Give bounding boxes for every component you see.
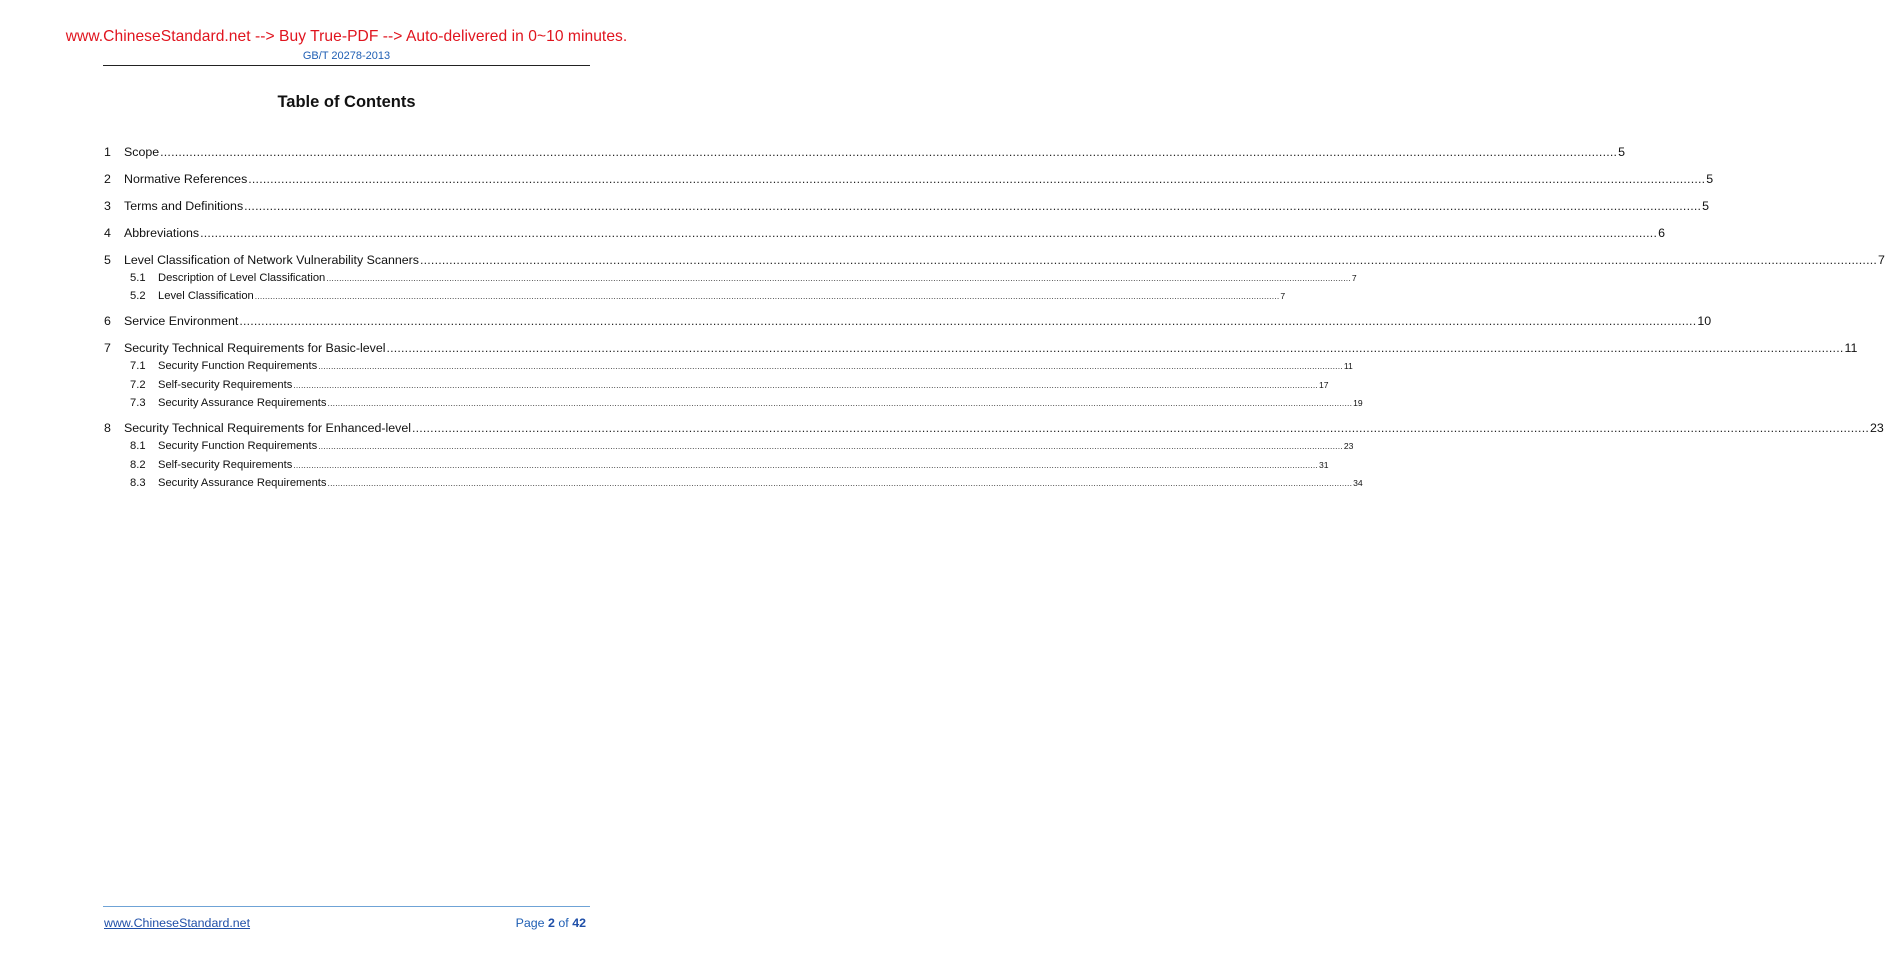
toc-entry-number: 7.1 <box>130 360 146 373</box>
toc-entry[interactable] <box>104 310 1712 337</box>
toc-entry-number: 1 <box>104 145 111 159</box>
toc-dot-leader: ................................................................................................................................................................................................................................................................................................................................................................................................................ <box>200 226 1658 240</box>
toc-dot-leader: ................................................................................................................................................................................................................................................................................................................................................................................................................ <box>248 172 1706 186</box>
toc-entry-number: 6 <box>104 314 111 329</box>
toc-dot-leader: ................................................................................................................................................................................................................................................................................................................................................................................................................ <box>239 314 1697 329</box>
toc-entry-title: Service Environment <box>124 314 239 329</box>
toc-subentry[interactable] <box>104 376 1329 394</box>
toc-entry-title: Abbreviations <box>124 226 200 240</box>
toc-entry-number: 8 <box>104 421 111 436</box>
toc-entry-title: Self-security Requirements <box>158 378 293 391</box>
toc-subentry[interactable] <box>104 456 1329 474</box>
toc-entry-page: 5 <box>1702 199 1710 213</box>
toc-entry-title: Security Function Requirements <box>158 360 318 373</box>
toc-entry-title: Security Assurance Requirements <box>158 476 327 489</box>
toc-entry-page: 11 <box>1844 341 1858 356</box>
toc-entry-title: Terms and Definitions <box>124 199 244 213</box>
toc-entry-page: 10 <box>1697 314 1712 329</box>
toc-dot-leader: ................................................................................................................................................................................................................................................................................................................................................................................................................ <box>326 273 1351 283</box>
banner-link[interactable]: www.ChineseStandard.net --> Buy True-PDF --> Auto-delivered in 0~10 minutes. <box>65 28 628 45</box>
toc-entry-title: Self-security Requirements <box>158 458 293 471</box>
toc-entry-title: Security Function Requirements <box>158 440 318 453</box>
toc-entry-title: Description of Level Classification <box>158 272 326 284</box>
page-of-label: of <box>558 916 569 930</box>
toc-dot-leader: ................................................................................................................................................................................................................................................................................................................................................................................................................ <box>254 291 1280 302</box>
toc-entry[interactable] <box>104 141 1626 168</box>
table-of-contents <box>104 141 1885 492</box>
toc-dot-leader: ................................................................................................................................................................................................................................................................................................................................................................................................................ <box>327 477 1353 488</box>
toc-entry-page: 34 <box>1353 477 1363 488</box>
toc-entry-number: 5.1 <box>130 272 146 284</box>
page-indicator <box>516 916 586 930</box>
toc-entry-number: 7.2 <box>130 378 146 391</box>
toc-dot-leader: ................................................................................................................................................................................................................................................................................................................................................................................................................ <box>386 341 1844 356</box>
toc-entry-number: 7.3 <box>130 397 146 410</box>
toc-entry-number: 3 <box>104 199 111 213</box>
toc-entry-number: 4 <box>104 226 111 240</box>
toc-entry-title: Security Assurance Requirements <box>158 397 327 410</box>
toc-subentry[interactable] <box>104 437 1354 455</box>
toc-entry[interactable] <box>104 337 1858 357</box>
toc-dot-leader: ................................................................................................................................................................................................................................................................................................................................................................................................................ <box>327 398 1353 409</box>
toc-entry-page: 7 <box>1280 291 1286 302</box>
toc-entry-page: 7 <box>1878 253 1885 267</box>
toc-entry-page: 23 <box>1343 441 1354 452</box>
toc-entry-page: 31 <box>1318 459 1329 470</box>
toc-dot-leader: ................................................................................................................................................................................................................................................................................................................................................................................................................ <box>318 361 1343 372</box>
toc-dot-leader: ................................................................................................................................................................................................................................................................................................................................................................................................................ <box>293 379 1318 390</box>
toc-entry-page: 17 <box>1318 379 1329 390</box>
toc-entry-page: 6 <box>1658 226 1665 240</box>
toc-dot-leader: ................................................................................................................................................................................................................................................................................................................................................................................................................ <box>293 459 1318 470</box>
standard-number: GB/T 20278-2013 <box>302 50 391 62</box>
toc-entry-number: 8.2 <box>130 458 146 471</box>
toc-entry-page: 5 <box>1706 172 1714 186</box>
toc-dot-leader: ................................................................................................................................................................................................................................................................................................................................................................................................................ <box>411 421 1869 436</box>
toc-entry[interactable] <box>104 222 1665 249</box>
current-page-number: 2 <box>548 916 555 930</box>
footer-divider <box>103 906 590 907</box>
toc-entry-number: 8.3 <box>130 476 146 489</box>
toc-subentry[interactable] <box>104 287 1286 310</box>
toc-dot-leader: ................................................................................................................................................................................................................................................................................................................................................................................................................ <box>420 253 1878 267</box>
toc-entry-number: 8.1 <box>130 440 146 453</box>
toc-entry-page: 11 <box>1343 361 1353 372</box>
toc-entry-title: Level Classification <box>158 290 254 303</box>
toc-entry-title: Level Classification of Network Vulnerability Scanners <box>124 253 419 267</box>
total-page-count: 42 <box>572 916 586 930</box>
toc-subentry[interactable] <box>104 269 1357 287</box>
toc-subentry[interactable] <box>104 357 1353 375</box>
toc-dot-leader: ................................................................................................................................................................................................................................................................................................................................................................................................................ <box>244 199 1702 213</box>
toc-entry-number: 2 <box>104 172 111 186</box>
toc-entry-title: Security Technical Requirements for Enhanced-level <box>124 421 411 436</box>
toc-entry-title: Scope <box>124 145 160 159</box>
page-label: Page <box>515 916 545 930</box>
toc-subentry[interactable] <box>104 474 1363 492</box>
toc-entry[interactable] <box>104 168 1714 195</box>
toc-subentry[interactable] <box>104 394 1363 417</box>
toc-dot-leader: ................................................................................................................................................................................................................................................................................................................................................................................................................ <box>318 441 1343 452</box>
toc-entry-title: Normative References <box>124 172 248 186</box>
page-title: Table of Contents <box>277 93 416 111</box>
toc-entry-title: Security Technical Requirements for Basic-level <box>124 341 386 356</box>
toc-entry-number: 5.2 <box>130 290 146 303</box>
toc-entry-number: 7 <box>104 341 111 356</box>
toc-entry[interactable] <box>104 417 1884 437</box>
toc-entry[interactable] <box>104 249 1885 269</box>
toc-entry-number: 5 <box>104 253 111 267</box>
toc-entry-page: 19 <box>1353 398 1363 409</box>
toc-entry[interactable] <box>104 195 1710 222</box>
toc-entry-page: 7 <box>1351 273 1357 283</box>
footer-website-link[interactable]: www.ChineseStandard.net <box>104 916 251 930</box>
toc-dot-leader: ................................................................................................................................................................................................................................................................................................................................................................................................................ <box>160 145 1618 159</box>
toc-entry-page: 23 <box>1869 421 1884 436</box>
header-divider <box>103 65 590 66</box>
toc-entry-page: 5 <box>1618 145 1626 159</box>
